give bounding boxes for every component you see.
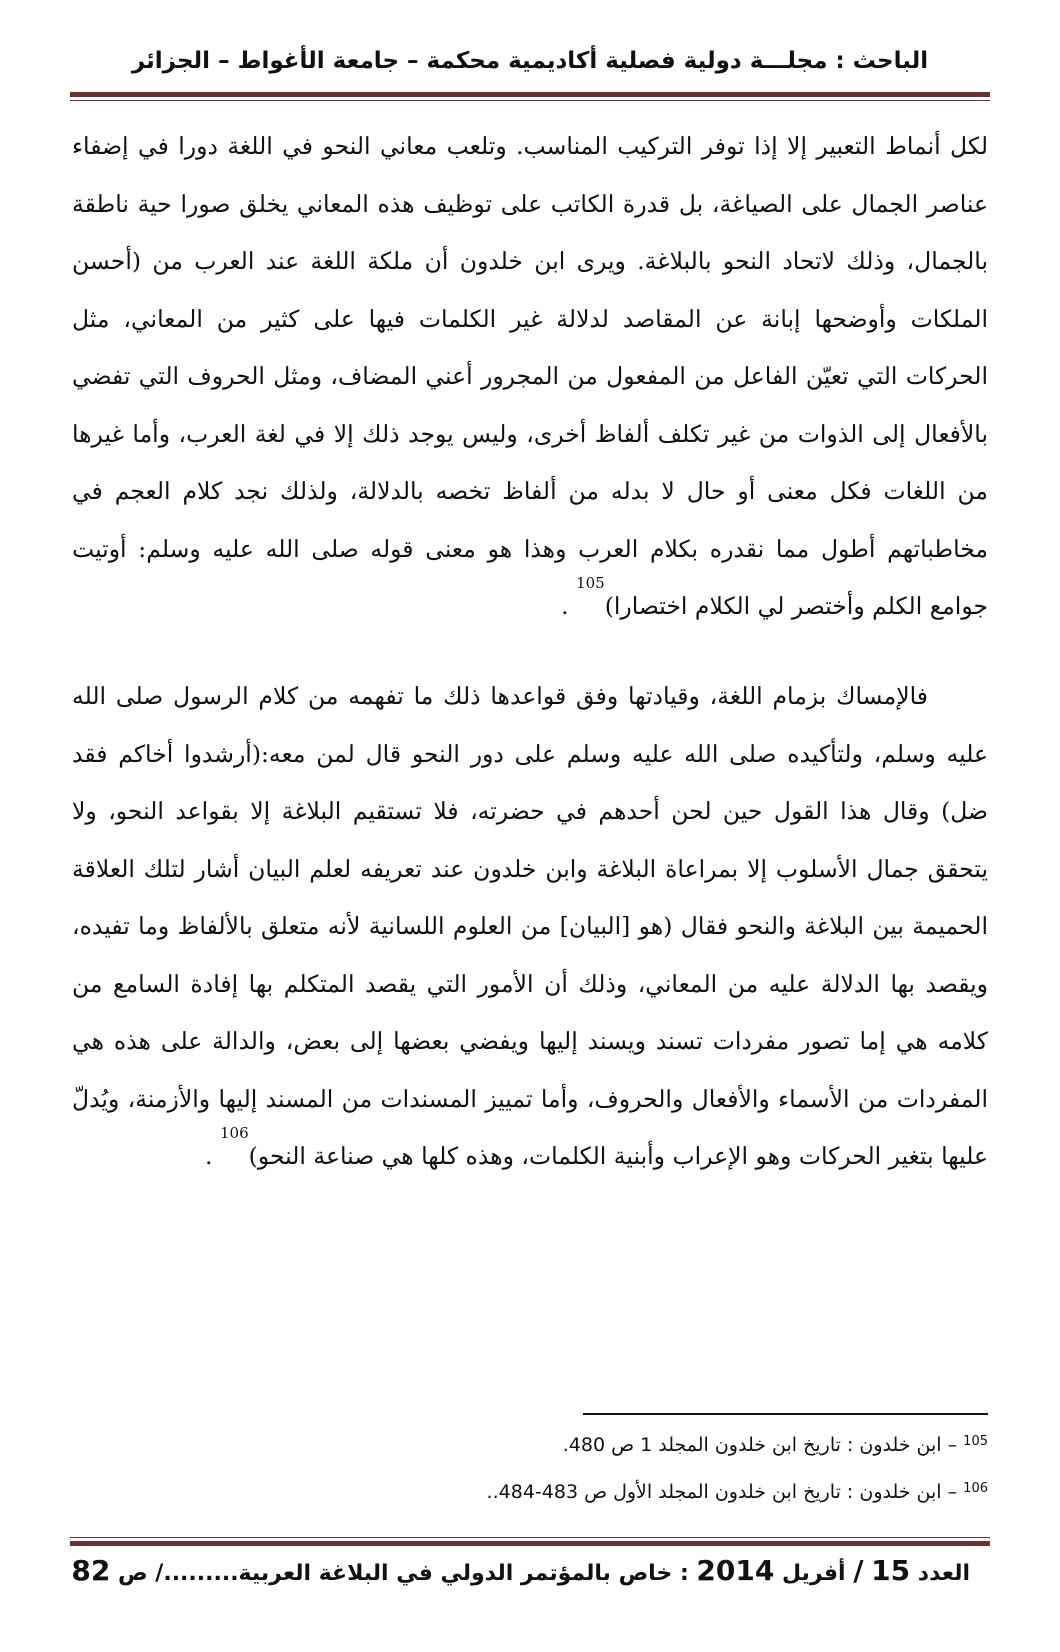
footer-rule-thin xyxy=(70,1537,990,1538)
header-rule-thin xyxy=(70,100,990,101)
footer-rule-thick xyxy=(70,1541,990,1546)
footnotes xyxy=(72,1422,988,1516)
paragraph-2-period: . xyxy=(205,1142,213,1170)
issue-label: العدد xyxy=(917,1561,970,1586)
paragraph-1-text: لكل أنماط التعبير إلا إذا توفر التركيب المناسب. وتلعب معاني النحو في اللغة دورا في إضفاء عناصر الجمال على الصياغة، بل قدرة الكاتب على توظيف هذه المعاني يخلق صورا حية ناطقة بالجمال، وذلك لاتحاد النحو بالبلاغة. ويرى ابن خلدون أن ملكة اللغة عند العرب من (أحسن الملكات وأوضحها إبانة عن المقاصد لدلالة غير الكلمات فيها على كثير من المعاني، مثل الحركات التي تعيّن الفاعل من المفعول من المجرور أعني المضاف، ومثل الحروف التي تفضي بالأفعال إلى الذوات من غير تكلف ألفاظ أخرى، وليس يوجد ذلك إلا في لغة العرب، وأما غيرها من اللغات فكل معنى أو حال لا بدله من ألفاظ تخصه بالدلالة، ولذلك نجد كلام العجم في مخاطباتهم أطول مما نقدره بكلام العرب وهذا هو معنى قوله صلى الله عليه وسلم: أوتيت جوامع الكلم وأختصر لي الكلام اختصارا) xyxy=(72,132,988,620)
footnote-text: – ابن خلدون : تاريخ ابن خلدون المجلد 1 ص 480. xyxy=(562,1434,958,1456)
journal-header: الباحث : مجلـــة دولية فصلية أكاديمية محكمة – جامعة الأغواط – الجزائر xyxy=(131,48,929,74)
paragraph-2 xyxy=(72,668,988,1186)
footnote-105 xyxy=(72,1422,988,1469)
footnote-separator xyxy=(583,1413,988,1415)
paragraph-1 xyxy=(72,118,988,636)
header-rule-thick xyxy=(70,92,990,97)
paragraph-2-text: فالإمساك بزمام اللغة، وقيادتها وفق قواعدها ذلك ما تفهمه من كلام الرسول صلى الله عليه وسلم، ولتأكيده صلى الله عليه وسلم على دور النحو قال لمن معه:(أرشدوا أخاكم فقد ضل) وقال هذا القول حين لحن أحدهم في حضرته، فلا تستقيم البلاغة إلا بقواعد النحو، ولا يتحقق جمال الأسلوب إلا بمراعاة البلاغة وابن خلدون عند تعريفه لعلم البيان أشار لتلك العلاقة الحميمة بين البلاغة والنحو فقال (هو [البيان] من العلوم اللسانية لأنه متعلق بالألفاظ وما تفيده، ويقصد بها الدلالة عليه من المعاني، وذلك أن الأمور التي يقصد المتكلم بها إفادة السامع من كلامه هي إما تصور مفردات تسند ويسند إليها ويفضي بعضها إلى بعض، والدالة على هذه هي المفردات من الأسماء والأفعال والحروف، وأما تمييز المسندات من المسند إليها والأزمنة، ويُدلّ عليها بتغير الحركات وهو الإعراب وأبنية الكلمات، وهذه كلها هي صناعة النحو) xyxy=(72,682,988,1170)
footnote-text: – ابن خلدون : تاريخ ابن خلدون المجلد الأول ص 483-484.. xyxy=(486,1481,958,1503)
issue-month: أفريل xyxy=(782,1561,846,1586)
issue-number: 15 xyxy=(871,1554,911,1587)
page-footer xyxy=(71,1554,970,1587)
special-issue-note: : خاص بالمؤتمر الدولي في البلاغة العربية........./ ص xyxy=(118,1561,689,1586)
footnote-106 xyxy=(72,1469,988,1516)
paragraph-1-period: . xyxy=(561,592,569,620)
footer-separator: / xyxy=(853,1554,864,1587)
footnote-ref-106[interactable]: 106 xyxy=(220,1124,249,1142)
footnote-number: 106 xyxy=(963,1481,988,1496)
footnote-ref-105[interactable]: 105 xyxy=(576,574,605,592)
footnote-number: 105 xyxy=(963,1434,988,1449)
page-number: 82 xyxy=(71,1554,111,1587)
issue-year: 2014 xyxy=(696,1554,775,1587)
